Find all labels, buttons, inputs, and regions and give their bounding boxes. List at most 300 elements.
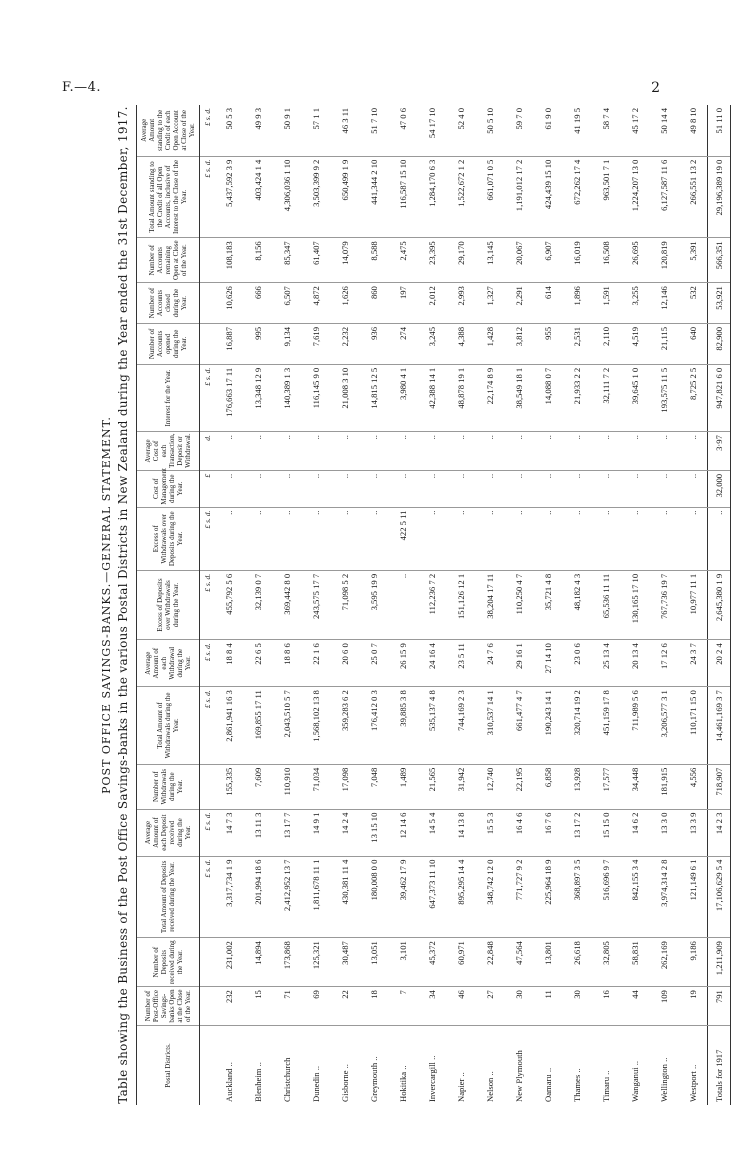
unit-cell: £ s. d. <box>200 640 215 687</box>
table-cell: 121,149 6 1 <box>678 856 708 938</box>
table-cell: 47,564 <box>504 938 533 987</box>
table-cell: 661,071 0 5 <box>475 156 504 238</box>
table-cell: 22,174 8 9 <box>475 364 504 431</box>
table-cell: .. <box>649 432 678 471</box>
table-row <box>330 105 359 1105</box>
table-cell: .. <box>649 507 678 570</box>
table-cell: .. <box>620 470 649 507</box>
table-cell: .. <box>388 470 417 507</box>
table-cell: 24 16 4 <box>417 640 446 687</box>
table-row <box>388 105 417 1105</box>
table-cell: 16,508 <box>591 238 620 283</box>
table-cell: 21,008 3 10 <box>330 364 359 431</box>
table-cell: .. <box>591 432 620 471</box>
table-row <box>649 105 678 1105</box>
totals-cell: 791 <box>708 987 731 1026</box>
table-row <box>475 105 504 1105</box>
table-cell: 963,501 7 1 <box>591 156 620 238</box>
table-cell: 672,262 17 4 <box>562 156 591 238</box>
table-cell: 26,618 <box>562 938 591 987</box>
table-cell: 13 3 9 <box>678 809 708 856</box>
table-cell: 32,139 0 7 <box>243 570 272 639</box>
table-cell: 7 <box>388 987 417 1026</box>
table-cell: .. <box>649 470 678 507</box>
table-cell: 1,284,170 6 3 <box>417 156 446 238</box>
table-cell: 422 5 11 <box>388 507 417 570</box>
table-cell: 274 <box>388 323 417 364</box>
table-cell: .. <box>504 470 533 507</box>
unit-cell: d. <box>200 432 215 471</box>
table-cell: .. <box>475 432 504 471</box>
table-cell: 4,872 <box>301 283 330 324</box>
table-cell: 116,587 15 10 <box>388 156 417 238</box>
table-cell: 180,008 0 0 <box>359 856 388 938</box>
table-cell: 32,111 7 2 <box>591 364 620 431</box>
table-cell: .. <box>272 432 301 471</box>
table-cell: 32,805 <box>591 938 620 987</box>
table-cell: 59 7 0 <box>504 105 533 156</box>
table-cell: 110,910 <box>272 764 301 809</box>
table-row <box>533 105 562 1105</box>
district-name: Thames .. <box>571 1068 582 1102</box>
table-cell: 4,519 <box>620 323 649 364</box>
table-cell: .. <box>272 507 301 570</box>
table-cell: 5,437,592 3 9 <box>214 156 243 238</box>
table-cell: 16,019 <box>562 238 591 283</box>
district-name: Wanganui .. <box>629 1060 640 1102</box>
table-cell: .. <box>272 470 301 507</box>
table-cell: 310,537 14 1 <box>475 687 504 765</box>
table-cell: 38,204 17 11 <box>475 570 504 639</box>
table-cell: 45,372 <box>417 938 446 987</box>
table-cell: 176,663 17 11 <box>214 364 243 431</box>
district-name: Timaru .. <box>600 1070 611 1102</box>
table-cell: 140,389 1 3 <box>272 364 301 431</box>
table-cell: 23 5 11 <box>446 640 475 687</box>
district-name: Oamaru .. <box>542 1067 553 1102</box>
table-cell: 3,245 <box>417 323 446 364</box>
table-cell: .. <box>678 432 708 471</box>
table-cell: 22 1 6 <box>301 640 330 687</box>
table-cell: 31,942 <box>446 764 475 809</box>
table-cell: 771,727 9 2 <box>504 856 533 938</box>
table-cell: 14 6 2 <box>620 809 649 856</box>
totals-cell: 82,900 <box>708 323 731 364</box>
table-cell: 15 15 0 <box>591 809 620 856</box>
table-cell: 1,896 <box>562 283 591 324</box>
rotated-table-block <box>100 105 725 1105</box>
table-cell: 348,742 12 0 <box>475 856 504 938</box>
column-header: Average Cost of each Transaction, Deposit or Withdrawal. <box>137 432 200 471</box>
table-cell: .. <box>330 470 359 507</box>
table-cell: 29,170 <box>446 238 475 283</box>
district-name: Hokitika .. <box>397 1065 408 1102</box>
table-cell: 3,317,734 1 9 <box>214 856 243 938</box>
table-row <box>620 105 649 1105</box>
table-cell: 2,012 <box>417 283 446 324</box>
table-row <box>446 105 475 1105</box>
column-header: Interest for the Year. <box>137 364 200 431</box>
table-cell: 842,155 3 4 <box>620 856 649 938</box>
totals-cell: 14,461,169 3 7 <box>708 687 731 765</box>
table-cell: 532 <box>678 283 708 324</box>
table-cell: 49 8 10 <box>678 105 708 156</box>
table-cell: 49 9 3 <box>243 105 272 156</box>
table-cell: 46 3 11 <box>330 105 359 156</box>
table-cell: .. <box>301 432 330 471</box>
column-header: Number of Deposits received during the Year. <box>137 938 200 987</box>
table-cell: .. <box>301 507 330 570</box>
table-cell: .. <box>678 470 708 507</box>
table-cell: 176,412 0 3 <box>359 687 388 765</box>
table-cell: 2,110 <box>591 323 620 364</box>
table-cell: 110,250 4 7 <box>504 570 533 639</box>
table-cell: 173,868 <box>272 938 301 987</box>
table-cell: .. <box>243 470 272 507</box>
table-cell: .. <box>359 507 388 570</box>
table-row <box>504 105 533 1105</box>
column-header: Total Amount of Withdrawals during the Year. <box>137 687 200 765</box>
statistics-table <box>136 105 731 1105</box>
unit-cell <box>200 987 215 1026</box>
table-cell: .. <box>446 470 475 507</box>
table-cell: 120,819 <box>649 238 678 283</box>
table-caption: Table showing the Business of the Post Office Savings-banks in the various Postal Districts in New Zealand during the Year ended the 31st December, 1917. <box>116 106 130 1104</box>
table-cell: 1,626 <box>330 283 359 324</box>
table-cell: 13 15 10 <box>359 809 388 856</box>
table-cell: 232 <box>214 987 243 1026</box>
table-cell: 39,462 17 9 <box>388 856 417 938</box>
column-header: Number of Accounts closed during the Year. <box>137 283 200 324</box>
totals-cell: 20 2 4 <box>708 640 731 687</box>
district-name: New Plymouth <box>513 1050 524 1102</box>
table-cell: 1,811,678 11 1 <box>301 856 330 938</box>
table-cell: 320,714 19 2 <box>562 687 591 765</box>
unit-cell: £ s. d. <box>200 856 215 938</box>
table-cell: 1,591 <box>591 283 620 324</box>
table-cell: 17,098 <box>330 764 359 809</box>
unit-cell: £ s. d. <box>200 507 215 570</box>
table-cell: 10,626 <box>214 283 243 324</box>
table-cell: 1,191,012 17 2 <box>504 156 533 238</box>
table-cell: 21,565 <box>417 764 446 809</box>
table-cell: 936 <box>359 323 388 364</box>
table-cell: 181,915 <box>649 764 678 809</box>
table-cell: 22 6 5 <box>243 640 272 687</box>
table-cell: 22 <box>330 987 359 1026</box>
table-cell: 7,048 <box>359 764 388 809</box>
column-header: Average Amount standing to the Credit of each Open Account at Close of the Year. <box>137 105 200 156</box>
table-cell: 30 <box>504 987 533 1026</box>
table-cell: 2,475 <box>388 238 417 283</box>
totals-cell: 51 11 0 <box>708 105 731 156</box>
table-cell: 225,964 18 9 <box>533 856 562 938</box>
statement-heading: POST OFFICE SAVINGS-BANKS.—GENERAL STATEMENT. <box>100 416 113 794</box>
table-cell: 155,335 <box>214 764 243 809</box>
table-cell: .. <box>562 432 591 471</box>
table-cell: 35,721 4 8 <box>533 570 562 639</box>
table-cell: 14 5 4 <box>417 809 446 856</box>
table-cell: 3,812 <box>504 323 533 364</box>
table-cell: .. <box>359 432 388 471</box>
table-cell: .. <box>417 470 446 507</box>
table-cell: 108,183 <box>214 238 243 283</box>
table-cell: 18 8 6 <box>272 640 301 687</box>
district-name: Wellington .. <box>658 1057 669 1102</box>
unit-cell: £ s. d. <box>200 570 215 639</box>
table-cell: .. <box>417 507 446 570</box>
table-cell: .. <box>591 470 620 507</box>
totals-label: Totals for 1917 <box>708 1025 731 1105</box>
totals-cell: 2,645,380 1 9 <box>708 570 731 639</box>
table-cell: 8,156 <box>243 238 272 283</box>
table-cell: 58,831 <box>620 938 649 987</box>
table-cell: 23,395 <box>417 238 446 283</box>
totals-row <box>708 105 731 1105</box>
table-cell: 2,861,941 16 3 <box>214 687 243 765</box>
table-cell: 27 14 10 <box>533 640 562 687</box>
table-cell: 1,327 <box>475 283 504 324</box>
table-cell: 15 5 3 <box>475 809 504 856</box>
table-cell: .. <box>504 432 533 471</box>
table-cell: 24 7 6 <box>475 640 504 687</box>
table-cell: 48,878 19 1 <box>446 364 475 431</box>
table-cell: 4,556 <box>678 764 708 809</box>
header-row <box>137 105 200 1105</box>
table-cell: .. <box>475 470 504 507</box>
table-cell: 266,551 13 2 <box>678 156 708 238</box>
column-header: Excess of Deposits over Withdrawals during the Year. <box>137 570 200 639</box>
table-cell: .. <box>214 470 243 507</box>
table-cell: 50 5 3 <box>214 105 243 156</box>
table-cell: 17,577 <box>591 764 620 809</box>
table-cell: 50 14 4 <box>649 105 678 156</box>
table-cell: 3,980 4 1 <box>388 364 417 431</box>
table-cell: 60,971 <box>446 938 475 987</box>
totals-cell: 53,921 <box>708 283 731 324</box>
district-name: Westport .. <box>687 1064 698 1102</box>
table-cell: 51 7 10 <box>359 105 388 156</box>
table-cell: 39,885 3 8 <box>388 687 417 765</box>
table-cell: 3,101 <box>388 938 417 987</box>
table-cell: 1,522,672 1 2 <box>446 156 475 238</box>
column-header: Excess of Withdrawals over Deposits during the Year. <box>137 507 200 570</box>
table-cell: 116,145 9 0 <box>301 364 330 431</box>
column-header: Number of Post-Office Savings-banks Open at the Close of the Year. <box>137 987 200 1026</box>
table-cell: 10,977 11 1 <box>678 570 708 639</box>
column-header: Average Amount of each Withdrawal during the Year. <box>137 640 200 687</box>
table-cell: 516,696 9 7 <box>591 856 620 938</box>
table-cell: 3,255 <box>620 283 649 324</box>
table-cell: 441,344 2 10 <box>359 156 388 238</box>
table-cell: 2,043,510 5 7 <box>272 687 301 765</box>
table-cell: 112,236 7 2 <box>417 570 446 639</box>
table-cell: 58 7 4 <box>591 105 620 156</box>
table-cell: 368,897 3 5 <box>562 856 591 938</box>
table-cell: 860 <box>359 283 388 324</box>
table-cell: 65,536 11 11 <box>591 570 620 639</box>
page-number: 2 <box>651 80 660 96</box>
table-cell: 201,994 18 6 <box>243 856 272 938</box>
table-cell: .. <box>214 507 243 570</box>
table-cell: .. <box>330 507 359 570</box>
table-cell: 110,171 15 0 <box>678 687 708 765</box>
table-cell: 20 6 0 <box>330 640 359 687</box>
table-cell: 20,067 <box>504 238 533 283</box>
table-cell: 27 <box>475 987 504 1026</box>
totals-cell: .. <box>708 507 731 570</box>
table-cell: 3,503,399 9 2 <box>301 156 330 238</box>
table-cell: 13,348 12 9 <box>243 364 272 431</box>
unit-cell <box>200 283 215 324</box>
table-cell: 16 <box>591 987 620 1026</box>
unit-cell: £ s. d. <box>200 156 215 238</box>
table-cell: 22,848 <box>475 938 504 987</box>
table-body <box>200 105 731 1105</box>
table-cell: 34,448 <box>620 764 649 809</box>
table-cell: 125,321 <box>301 938 330 987</box>
table-cell: 14 7 3 <box>214 809 243 856</box>
table-cell: 3,974,314 2 8 <box>649 856 678 938</box>
table-cell: 54 17 10 <box>417 105 446 156</box>
table-cell: 71,034 <box>301 764 330 809</box>
table-cell: 9,134 <box>272 323 301 364</box>
table-cell: 16 4 6 <box>504 809 533 856</box>
table-cell: 424,439 15 10 <box>533 156 562 238</box>
totals-cell: 32,000 <box>708 470 731 507</box>
table-cell: 14,088 0 7 <box>533 364 562 431</box>
table-cell: 711,989 5 6 <box>620 687 649 765</box>
table-cell: 71,098 5 2 <box>330 570 359 639</box>
table-cell: 25 13 4 <box>591 640 620 687</box>
table-cell: 535,137 4 8 <box>417 687 446 765</box>
table-cell: 661,477 4 7 <box>504 687 533 765</box>
table-cell: 47 0 6 <box>388 105 417 156</box>
table-cell: 666 <box>243 283 272 324</box>
table-cell: 30 <box>562 987 591 1026</box>
table-cell: 18 8 4 <box>214 640 243 687</box>
table-cell: 403,424 1 4 <box>243 156 272 238</box>
table-cell: 193,575 11 5 <box>649 364 678 431</box>
table-cell: 455,792 5 6 <box>214 570 243 639</box>
table-cell: 6,127,587 11 6 <box>649 156 678 238</box>
table-cell: 45 17 2 <box>620 105 649 156</box>
unit-cell: £ s. d. <box>200 687 215 765</box>
district-name: Blenheim .. <box>252 1062 263 1102</box>
table-cell: 3,206,577 3 1 <box>649 687 678 765</box>
table-cell: .. <box>620 507 649 570</box>
table-cell: 20 13 4 <box>620 640 649 687</box>
table-cell: 57 1 1 <box>301 105 330 156</box>
table-row <box>301 105 330 1105</box>
table-cell: 61 9 0 <box>533 105 562 156</box>
table-cell: .. <box>533 470 562 507</box>
table-cell: .. <box>214 432 243 471</box>
table-cell: .. <box>475 507 504 570</box>
table-cell: 243,575 17 7 <box>301 570 330 639</box>
column-header: Total Amount standing to the Credit of all Open Accounts, inclusive of Interest to the Close of the Year. <box>137 156 200 238</box>
table-cell: 50 5 10 <box>475 105 504 156</box>
table-cell: 5,391 <box>678 238 708 283</box>
table-cell: 895,295 14 4 <box>446 856 475 938</box>
table-cell: 14,079 <box>330 238 359 283</box>
report-code: F.—4. <box>62 80 102 95</box>
unit-cell <box>200 323 215 364</box>
table-cell: .. <box>301 470 330 507</box>
table-cell: 26 15 9 <box>388 640 417 687</box>
table-cell: 61,407 <box>301 238 330 283</box>
district-name: Dunedin .. <box>310 1065 321 1102</box>
table-cell: 46 <box>446 987 475 1026</box>
table-cell: 640 <box>678 323 708 364</box>
column-header: Total Amount of Deposits received during the Year. <box>137 856 200 938</box>
table-cell: 614 <box>533 283 562 324</box>
table-cell: 2,412,952 13 7 <box>272 856 301 938</box>
table-cell: .. <box>591 507 620 570</box>
table-cell: 16 7 6 <box>533 809 562 856</box>
table-cell: 7,609 <box>243 764 272 809</box>
unit-cell <box>200 238 215 283</box>
table-cell: 14 13 8 <box>446 809 475 856</box>
table-cell: .. <box>620 432 649 471</box>
unit-cell: £ s. d. <box>200 105 215 156</box>
table-cell: 12,740 <box>475 764 504 809</box>
table-cell: 3,595 19 9 <box>359 570 388 639</box>
table-cell: 9,186 <box>678 938 708 987</box>
district-name: Gisborne .. <box>339 1064 350 1102</box>
table-cell: 85,347 <box>272 238 301 283</box>
column-header: Number of Accounts opened during the Year. <box>137 323 200 364</box>
district-name: Invercargill .. <box>426 1055 437 1102</box>
table-cell: 44 <box>620 987 649 1026</box>
table-cell: 767,736 19 7 <box>649 570 678 639</box>
table-cell: .. <box>330 432 359 471</box>
table-cell: 2,232 <box>330 323 359 364</box>
table-cell: 71 <box>272 987 301 1026</box>
table-cell: 6,907 <box>533 238 562 283</box>
table-row <box>272 105 301 1105</box>
totals-cell: 566,351 <box>708 238 731 283</box>
table-cell: 4,388 <box>446 323 475 364</box>
table-cell: .. <box>388 570 417 639</box>
table-cell: 14,894 <box>243 938 272 987</box>
table-cell: 231,002 <box>214 938 243 987</box>
table-cell: 19 <box>678 987 708 1026</box>
table-cell: 69 <box>301 987 330 1026</box>
table-cell: 744,169 2 3 <box>446 687 475 765</box>
units-row <box>200 105 215 1105</box>
table-cell: 13 11 3 <box>243 809 272 856</box>
table-cell: 995 <box>243 323 272 364</box>
table-cell: 41 19 5 <box>562 105 591 156</box>
table-row <box>562 105 591 1105</box>
table-cell: 13,928 <box>562 764 591 809</box>
table-cell: 2,291 <box>504 283 533 324</box>
table-cell: 13,051 <box>359 938 388 987</box>
table-cell: .. <box>446 507 475 570</box>
table-cell: 14 9 1 <box>301 809 330 856</box>
table-cell: 13 17 7 <box>272 809 301 856</box>
table-cell: 197 <box>388 283 417 324</box>
table-cell: 12 14 6 <box>388 809 417 856</box>
table-cell: 15 <box>243 987 272 1026</box>
table-cell: 42,388 14 1 <box>417 364 446 431</box>
district-name: Greymouth .. <box>368 1056 379 1102</box>
totals-cell: 29,196,389 19 0 <box>708 156 731 238</box>
table-cell: 1,489 <box>388 764 417 809</box>
totals-cell: 14 2 3 <box>708 809 731 856</box>
unit-cell: £ <box>200 470 215 507</box>
